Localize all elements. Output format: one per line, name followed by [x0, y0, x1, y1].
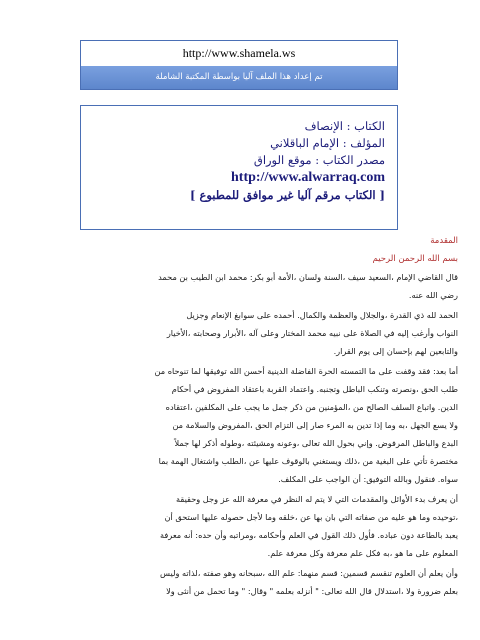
paragraph-line: والتابعين لهم بإحسان إلى يوم القرار. [333, 346, 458, 356]
numbering-note: [ الكتاب مرقم آليا غير موافق للمطبوع ] [190, 188, 385, 202]
shamela-header-box [80, 40, 398, 90]
paragraph [24, 268, 458, 304]
shamela-url[interactable]: http://www.shamela.ws [182, 46, 296, 60]
paragraph-line: طلب الحق ،ونصرته وتنكب الباطل وتجنبه. واعتماد القربة باعتقاد المفروض في أحكام [171, 384, 458, 394]
section-title: المقدمة [430, 236, 458, 246]
paragraph [24, 362, 458, 488]
document-body [24, 232, 458, 602]
paragraph-line: البدع والباطل المرفوض. وإني بحول الله تعالى ،وعونه ومشيئته ،وطوله أذكر لها جملاً [174, 438, 458, 448]
book-source: مصدر الكتاب : موقع الوراق [253, 153, 385, 167]
paragraph-line: رضي الله عنه. [408, 290, 458, 300]
paragraph [24, 490, 458, 562]
book-title: الكتاب : الإنصاف [304, 119, 385, 133]
paragraph-line: يعبد بالطاعة دون عباده. فأول ذلك القول في العلم وأحكامه ،ومراتبه وأن حده: أنه معرفة [160, 530, 458, 540]
book-author: المؤلف : الإمام الباقلاني [270, 136, 385, 150]
shamela-note-strip: تم إعداد هذا الملف آليا بواسطة المكتبة الشاملة [81, 66, 397, 89]
paragraph-line: أما بعد: فقد وقفت على ما التمسته الحرة الفاضلة الدينية أحسن الله توفيقها لما تنوحاه من [154, 366, 458, 376]
paragraph-line: الدين. واتباع السلف الصالح من ،المؤمنين من ذكر جمل ما يجب على المكلفين ،اعتقاده [165, 402, 458, 412]
paragraph [24, 306, 458, 360]
paragraph-line: وأن يعلم أن العلوم تنقسم قسمين: قسم منهما: علم الله ،سبحانه وهو صفته ،لذاته وليس [160, 568, 458, 578]
paragraph-line: بعلم ضرورة ولا ،استدلال قال الله تعالى: " أنزله بعلمه " وقال: " وما تحمل من أنثى ولا [166, 586, 458, 596]
paragraph-line: مختصرة تأتي على البغية من ،ذلك ويستغني بالوقوف عليها عن ،الطلب واشتغال الهمة بما [158, 456, 458, 466]
paragraph-line: النواب وأرغب إليه في الصلاة على نبيه محمد المختار وعلى آله ،الأبرار وصحابته ،الأخيار [166, 328, 458, 338]
paragraph-line: الحمد لله ذي القدرة ،والجلال والعظمة والكمال. أحمده على سوابغ الإنعام وجزيل [186, 310, 458, 320]
book-info-box [80, 105, 398, 230]
paragraph-line: ،توحيده وما هو عليه من صفاته التي بان بها عن ،خلقه وما لأجل حصوله عليها استحق أن [164, 512, 458, 522]
paragraph-line: المعلوم على ما هو ،به فكل علم معرفة وكل معرفة علم. [267, 548, 458, 558]
paragraph-line: قال القاضي الإمام ،السعيد سيف ،السنة ولسان ،الأمة أبو بكر: محمد ابن الطيب بن محمد [158, 272, 458, 282]
paragraph-line: سواه. فنقول وبالله التوفيق: أن الواجب على المكلف. [278, 474, 458, 484]
paragraph [24, 564, 458, 600]
basmala: بسم الله الرحمن الرحيم [372, 254, 458, 264]
source-url[interactable]: http://www.alwarraq.com [231, 170, 385, 185]
paragraph-line: ولا يسع الجهل ،به وما إذا تدين به المرء صار إلى التزام الحق ،المفروض والسلامة من [172, 420, 458, 430]
paragraph-line: أن يعرف بدء الأوائل والمقدمات التي لا يتم له النظر في معرفة الله عز وجل وحقيقة [176, 494, 458, 504]
